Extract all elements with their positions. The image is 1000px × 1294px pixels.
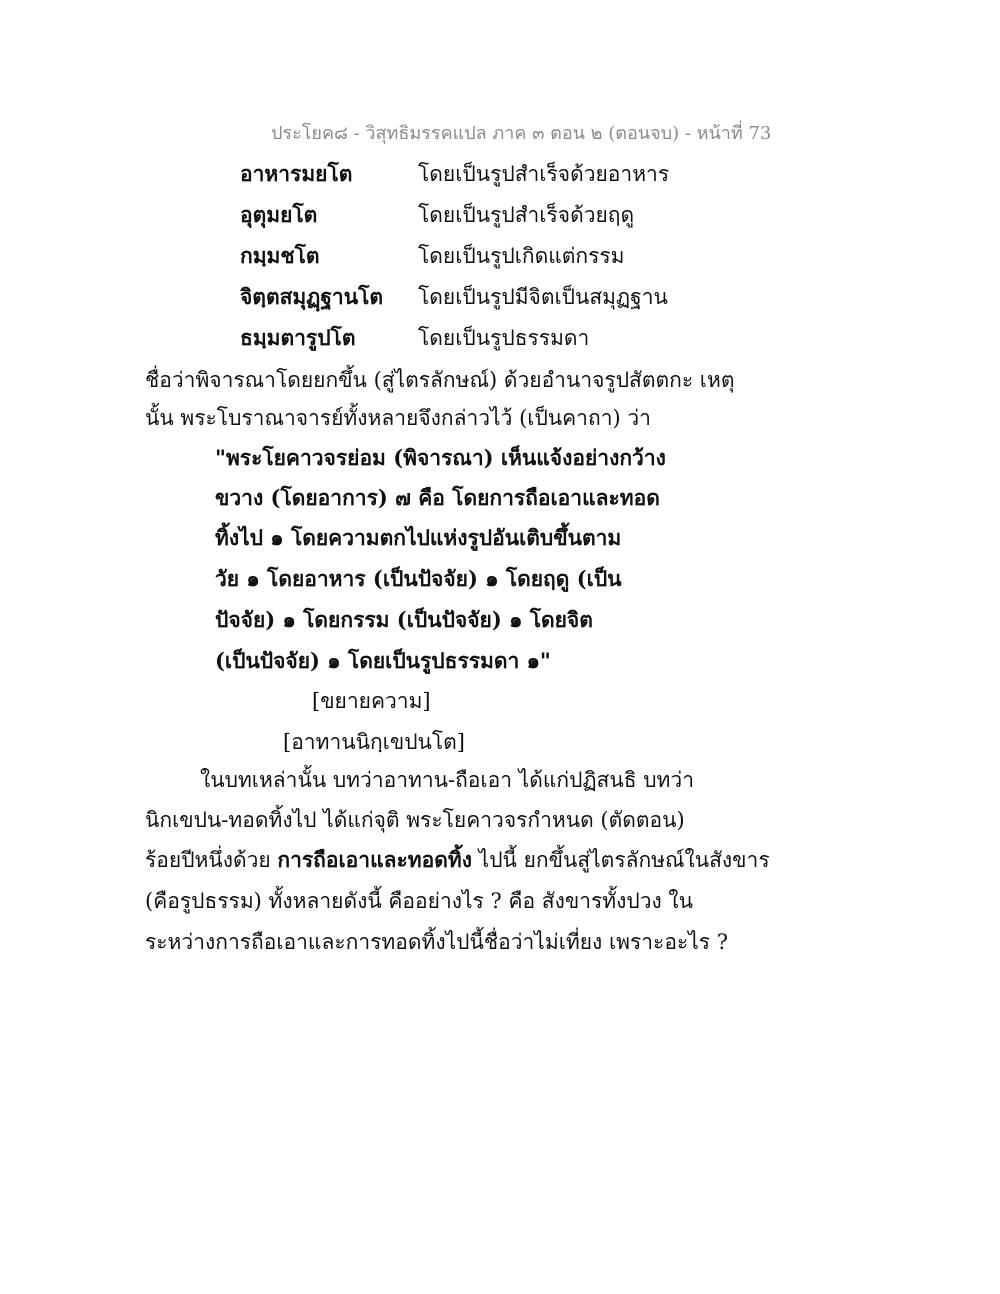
verse-line-6: (เป็นปัจจัย) ๑ โดยเป็นรูปธรรมดา ๑"	[215, 648, 551, 673]
verse-line-1: "พระโยคาวจรย่อม (พิจารณา) เห็นแจ้งอย่างกว้าง	[215, 445, 666, 470]
page-header: ประโยค๘ - วิสุทธิมรรคแปล ภาค ๓ ตอน ๒ (ตอนจบ) - หน้าที่ 73	[271, 123, 772, 144]
paragraph1-line-2: นั้น พระโบราณาจารย์ทั้งหลายจึงกล่าวไว้ (เป็นคาถา) ว่า	[145, 406, 651, 430]
meaning-1: โดยเป็นรูปสำเร็จด้วยอาหาร	[418, 162, 670, 186]
verse-line-5: ปัจจัย) ๑ โดยกรรม (เป็นปัจจัย) ๑ โดยจิต	[215, 607, 593, 632]
term-3: กมฺมชโต	[240, 243, 320, 268]
heading-section: [อาทานนิกฺเขปนโต]	[283, 730, 465, 754]
verse-line-2: ขวาง (โดยอาการ) ๗ คือ โดยการถือเอาและทอด	[215, 485, 660, 510]
meaning-2: โดยเป็นรูปสำเร็จด้วยฤดู	[418, 203, 635, 227]
term-1: อาหารมยโต	[240, 161, 353, 186]
paragraph1-line-1: ชื่อว่าพิจารณาโดยยกขึ้น (สู่ไตรลักษณ์) ด้วยอำนาจรูปสัตตกะ เหตุ	[145, 368, 735, 392]
paragraph2-line-4: (คือรูปธรรม) ทั้งหลายดังนี้ คืออย่างไร ? คือ สังขารทั้งปวง ใน	[145, 889, 694, 913]
term-2: อุตุมยโต	[240, 202, 318, 227]
paragraph2-line-1: ในบทเหล่านั้น บทว่าอาทาน-ถือเอา ได้แก่ปฏิสนธิ บทว่า	[200, 768, 694, 792]
meaning-4: โดยเป็นรูปมีจิตเป็นสมุฏฐาน	[418, 285, 668, 309]
paragraph2-line-5: ระหว่างการถือเอาและการทอดทิ้งไปนี้ชื่อว่าไม่เที่ยง เพราะอะไร ?	[145, 930, 728, 954]
paragraph2-line-3	[145, 845, 770, 875]
paragraph2-line-3-post: ไปนี้ ยกขึ้นสู่ไตรลักษณ์ในสังขาร	[471, 848, 770, 872]
paragraph2-line-3-pre: ร้อยปีหนึ่งด้วย	[145, 848, 278, 872]
heading-expand: [ขยายความ]	[312, 689, 431, 713]
meaning-3: โดยเป็นรูปเกิดแต่กรรม	[418, 244, 625, 268]
meaning-5: โดยเป็นรูปธรรมดา	[418, 326, 590, 350]
term-4: จิตฺตสมุฏฺฐานโต	[240, 284, 383, 309]
paragraph2-line-3-bold: การถือเอาและทอดทิ้ง	[277, 847, 472, 872]
verse-line-4: วัย ๑ โดยอาหาร (เป็นปัจจัย) ๑ โดยฤดู (เป็น	[215, 566, 622, 591]
verse-line-3: ทิ้งไป ๑ โดยความตกไปแห่งรูปอันเติบขึ้นตาม	[215, 525, 622, 550]
paragraph2-line-2: นิกเขปน-ทอดทิ้งไป ได้แก่จุติ พระโยคาวจรกำหนด (ตัดตอน)	[145, 808, 685, 832]
term-5: ธมฺมตารูปโต	[240, 325, 356, 350]
